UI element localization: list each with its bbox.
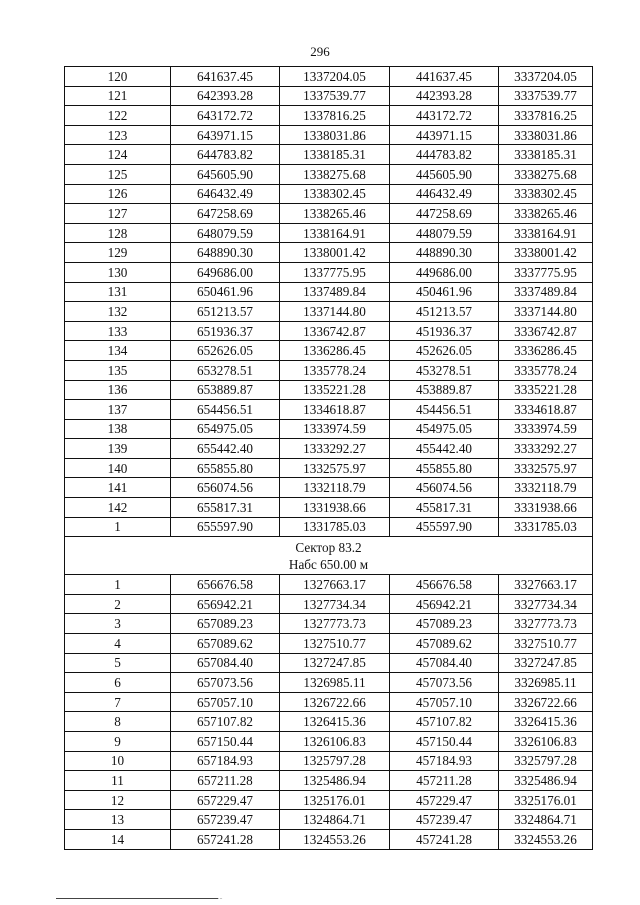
table-row: [65, 673, 593, 693]
table-row: [65, 282, 593, 302]
sector-header-cell: [65, 537, 593, 575]
point-number-cell: 138: [65, 419, 171, 439]
coord-x2-cell: 455855.80: [390, 458, 499, 478]
coord-x-cell: 648079.59: [171, 223, 280, 243]
coord-y-cell: 1338265.46: [280, 204, 390, 224]
coord-y2-cell: 3337775.95: [499, 262, 593, 282]
coord-x2-cell: 453889.87: [390, 380, 499, 400]
coord-y2-cell: 3336286.45: [499, 341, 593, 361]
coord-x2-cell: 449686.00: [390, 262, 499, 282]
coord-y2-cell: 3327247.85: [499, 653, 593, 673]
coord-x2-cell: 452626.05: [390, 341, 499, 361]
coord-x2-cell: 448079.59: [390, 223, 499, 243]
point-number-cell: 142: [65, 498, 171, 518]
point-number-cell: 139: [65, 439, 171, 459]
coord-x-cell: 652626.05: [171, 341, 280, 361]
coord-x2-cell: 457229.47: [390, 790, 499, 810]
coord-x-cell: 641637.45: [171, 67, 280, 87]
table-row: [65, 634, 593, 654]
table-row: [65, 125, 593, 145]
point-number-cell: 127: [65, 204, 171, 224]
table-row: [65, 204, 593, 224]
coord-y2-cell: 3337816.25: [499, 106, 593, 126]
point-number-cell: 2: [65, 594, 171, 614]
table-row: [65, 341, 593, 361]
coord-x2-cell: 451936.37: [390, 321, 499, 341]
coord-x-cell: 655442.40: [171, 439, 280, 459]
point-number-cell: 137: [65, 400, 171, 420]
table-row: [65, 751, 593, 771]
point-number-cell: 136: [65, 380, 171, 400]
coordinates-group-2: [65, 575, 593, 849]
coord-x2-cell: 457107.82: [390, 712, 499, 732]
coord-x-cell: 653278.51: [171, 360, 280, 380]
point-number-cell: 131: [65, 282, 171, 302]
coord-x2-cell: 455597.90: [390, 517, 499, 537]
coord-y-cell: 1334618.87: [280, 400, 390, 420]
table-row: [65, 594, 593, 614]
coord-y-cell: 1326415.36: [280, 712, 390, 732]
coord-x-cell: 657107.82: [171, 712, 280, 732]
coord-y2-cell: 3338275.68: [499, 164, 593, 184]
point-number-cell: 132: [65, 302, 171, 322]
coord-y2-cell: 3327510.77: [499, 634, 593, 654]
coord-x-cell: 649686.00: [171, 262, 280, 282]
coord-y-cell: 1326985.11: [280, 673, 390, 693]
coord-y2-cell: 3327663.17: [499, 575, 593, 595]
sector-header-row: [65, 537, 593, 575]
point-number-cell: 125: [65, 164, 171, 184]
coord-y2-cell: 3338302.45: [499, 184, 593, 204]
coord-x-cell: 657239.47: [171, 810, 280, 830]
table-row: [65, 67, 593, 87]
coord-x-cell: 651936.37: [171, 321, 280, 341]
table-row: [65, 614, 593, 634]
coord-y2-cell: 3332575.97: [499, 458, 593, 478]
page-number: 296: [310, 44, 330, 59]
coord-y-cell: 1324553.26: [280, 829, 390, 849]
coord-y-cell: 1326722.66: [280, 692, 390, 712]
coord-y2-cell: 3326106.83: [499, 732, 593, 752]
table-row: [65, 360, 593, 380]
coord-x-cell: 647258.69: [171, 204, 280, 224]
coord-y-cell: 1337489.84: [280, 282, 390, 302]
point-number-cell: 121: [65, 86, 171, 106]
coord-y-cell: 1327510.77: [280, 634, 390, 654]
coord-x-cell: 656074.56: [171, 478, 280, 498]
point-number-cell: 129: [65, 243, 171, 263]
coord-x-cell: 656942.21: [171, 594, 280, 614]
point-number-cell: 13: [65, 810, 171, 830]
table-row: [65, 692, 593, 712]
coord-y-cell: 1327734.34: [280, 594, 390, 614]
coord-x2-cell: 457239.47: [390, 810, 499, 830]
coord-y2-cell: 3333292.27: [499, 439, 593, 459]
coord-y2-cell: 3325486.94: [499, 771, 593, 791]
coord-x2-cell: 457073.56: [390, 673, 499, 693]
coord-x2-cell: 454456.51: [390, 400, 499, 420]
coord-x2-cell: 455817.31: [390, 498, 499, 518]
table-row: [65, 302, 593, 322]
footer-mark: ...: [218, 895, 223, 901]
coord-y-cell: 1326106.83: [280, 732, 390, 752]
coord-y2-cell: 3336742.87: [499, 321, 593, 341]
coord-x2-cell: 457057.10: [390, 692, 499, 712]
point-number-cell: 1: [65, 575, 171, 595]
coord-x-cell: 645605.90: [171, 164, 280, 184]
coord-y2-cell: 3324864.71: [499, 810, 593, 830]
coord-y-cell: 1333292.27: [280, 439, 390, 459]
coord-y2-cell: 3334618.87: [499, 400, 593, 420]
coord-y2-cell: 3337144.80: [499, 302, 593, 322]
table-row: [65, 86, 593, 106]
table-row: [65, 380, 593, 400]
coord-x-cell: 642393.28: [171, 86, 280, 106]
table-row: [65, 653, 593, 673]
coord-y2-cell: 3337204.05: [499, 67, 593, 87]
coord-x2-cell: 456074.56: [390, 478, 499, 498]
coord-x2-cell: 451213.57: [390, 302, 499, 322]
coord-x2-cell: 457211.28: [390, 771, 499, 791]
coord-y-cell: 1337204.05: [280, 67, 390, 87]
coord-x-cell: 643971.15: [171, 125, 280, 145]
coord-y-cell: 1324864.71: [280, 810, 390, 830]
point-number-cell: 7: [65, 692, 171, 712]
coord-y2-cell: 3326985.11: [499, 673, 593, 693]
coord-y-cell: 1327247.85: [280, 653, 390, 673]
coord-x-cell: 657089.23: [171, 614, 280, 634]
table-row: [65, 262, 593, 282]
coord-y2-cell: 3338031.86: [499, 125, 593, 145]
point-number-cell: 123: [65, 125, 171, 145]
coord-x2-cell: 457184.93: [390, 751, 499, 771]
coord-y2-cell: 3335778.24: [499, 360, 593, 380]
coord-y2-cell: 3327773.73: [499, 614, 593, 634]
point-number-cell: 126: [65, 184, 171, 204]
coord-x2-cell: 456676.58: [390, 575, 499, 595]
sector-title: Сектор 83.2: [295, 539, 362, 555]
coord-x-cell: 654975.05: [171, 419, 280, 439]
table-row: [65, 829, 593, 849]
coord-x2-cell: 446432.49: [390, 184, 499, 204]
coord-y-cell: 1332118.79: [280, 478, 390, 498]
coord-x-cell: 651213.57: [171, 302, 280, 322]
coord-y-cell: 1338031.86: [280, 125, 390, 145]
coord-x2-cell: 443172.72: [390, 106, 499, 126]
point-number-cell: 141: [65, 478, 171, 498]
coord-y-cell: 1325797.28: [280, 751, 390, 771]
coord-y2-cell: 3338185.31: [499, 145, 593, 165]
coord-x-cell: 656676.58: [171, 575, 280, 595]
coord-y-cell: 1331938.66: [280, 498, 390, 518]
coord-x-cell: 655817.31: [171, 498, 280, 518]
coord-y-cell: 1338164.91: [280, 223, 390, 243]
coord-x2-cell: 453278.51: [390, 360, 499, 380]
coord-x-cell: 657184.93: [171, 751, 280, 771]
table-row: [65, 243, 593, 263]
coordinates-group-1: [65, 67, 593, 537]
coord-x2-cell: 454975.05: [390, 419, 499, 439]
coord-y-cell: 1325176.01: [280, 790, 390, 810]
point-number-cell: 5: [65, 653, 171, 673]
table-row: [65, 732, 593, 752]
coord-y2-cell: 3338164.91: [499, 223, 593, 243]
table-row: [65, 498, 593, 518]
coord-y2-cell: 3331785.03: [499, 517, 593, 537]
coord-y-cell: 1337539.77: [280, 86, 390, 106]
coord-x-cell: 646432.49: [171, 184, 280, 204]
coord-y-cell: 1325486.94: [280, 771, 390, 791]
coord-y2-cell: 3331938.66: [499, 498, 593, 518]
coord-y-cell: 1338275.68: [280, 164, 390, 184]
coord-x2-cell: 444783.82: [390, 145, 499, 165]
coord-y-cell: 1327663.17: [280, 575, 390, 595]
coord-x-cell: 657150.44: [171, 732, 280, 752]
coord-x-cell: 657057.10: [171, 692, 280, 712]
table-row: [65, 106, 593, 126]
coord-x2-cell: 457089.23: [390, 614, 499, 634]
coord-y2-cell: 3333974.59: [499, 419, 593, 439]
coord-y-cell: 1331785.03: [280, 517, 390, 537]
coord-x2-cell: 442393.28: [390, 86, 499, 106]
coord-y-cell: 1336286.45: [280, 341, 390, 361]
coord-y-cell: 1338302.45: [280, 184, 390, 204]
table-row: [65, 771, 593, 791]
point-number-cell: 9: [65, 732, 171, 752]
coord-x-cell: 655855.80: [171, 458, 280, 478]
coord-x-cell: 654456.51: [171, 400, 280, 420]
table-row: [65, 517, 593, 537]
coord-y-cell: 1335778.24: [280, 360, 390, 380]
table-row: [65, 419, 593, 439]
coord-x-cell: 657241.28: [171, 829, 280, 849]
point-number-cell: 11: [65, 771, 171, 791]
table-row: [65, 145, 593, 165]
point-number-cell: 14: [65, 829, 171, 849]
point-number-cell: 12: [65, 790, 171, 810]
coord-x-cell: 657084.40: [171, 653, 280, 673]
table-row: [65, 575, 593, 595]
coord-x-cell: 657229.47: [171, 790, 280, 810]
table-row: [65, 164, 593, 184]
table-row: [65, 712, 593, 732]
footer-rule: [56, 898, 218, 899]
coord-y2-cell: 3327734.34: [499, 594, 593, 614]
coord-y2-cell: 3332118.79: [499, 478, 593, 498]
coord-y-cell: 1338001.42: [280, 243, 390, 263]
point-number-cell: 3: [65, 614, 171, 634]
coord-y2-cell: 3338001.42: [499, 243, 593, 263]
table-row: [65, 400, 593, 420]
coord-y-cell: 1338185.31: [280, 145, 390, 165]
coord-x-cell: 650461.96: [171, 282, 280, 302]
sector-elevation: Набс 650.00 м: [288, 556, 369, 572]
coord-y2-cell: 3324553.26: [499, 829, 593, 849]
coord-x2-cell: 447258.69: [390, 204, 499, 224]
point-number-cell: 128: [65, 223, 171, 243]
point-number-cell: 122: [65, 106, 171, 126]
point-number-cell: 130: [65, 262, 171, 282]
point-number-cell: 1: [65, 517, 171, 537]
point-number-cell: 140: [65, 458, 171, 478]
coord-x2-cell: 457084.40: [390, 653, 499, 673]
coord-x2-cell: 443971.15: [390, 125, 499, 145]
coord-x2-cell: 456942.21: [390, 594, 499, 614]
table-row: [65, 810, 593, 830]
table-row: [65, 790, 593, 810]
coord-y2-cell: 3337489.84: [499, 282, 593, 302]
point-number-cell: 6: [65, 673, 171, 693]
point-number-cell: 135: [65, 360, 171, 380]
coord-x-cell: 644783.82: [171, 145, 280, 165]
coord-y-cell: 1333974.59: [280, 419, 390, 439]
coord-y-cell: 1335221.28: [280, 380, 390, 400]
point-number-cell: 10: [65, 751, 171, 771]
point-number-cell: 4: [65, 634, 171, 654]
coord-y-cell: 1336742.87: [280, 321, 390, 341]
table-row: [65, 184, 593, 204]
coord-x-cell: 655597.90: [171, 517, 280, 537]
point-number-cell: 124: [65, 145, 171, 165]
coord-x2-cell: 455442.40: [390, 439, 499, 459]
point-number-cell: 133: [65, 321, 171, 341]
coord-y2-cell: 3325176.01: [499, 790, 593, 810]
coord-x2-cell: 457150.44: [390, 732, 499, 752]
coord-x-cell: 657089.62: [171, 634, 280, 654]
coord-y2-cell: 3326722.66: [499, 692, 593, 712]
coord-y-cell: 1332575.97: [280, 458, 390, 478]
coord-x2-cell: 450461.96: [390, 282, 499, 302]
coord-x-cell: 643172.72: [171, 106, 280, 126]
sector-header: [65, 537, 593, 575]
coord-x2-cell: 441637.45: [390, 67, 499, 87]
coordinates-table: [64, 66, 593, 850]
point-number-cell: 120: [65, 67, 171, 87]
coord-x-cell: 657073.56: [171, 673, 280, 693]
coord-y2-cell: 3337539.77: [499, 86, 593, 106]
coord-x2-cell: 445605.90: [390, 164, 499, 184]
table-row: [65, 223, 593, 243]
coord-y2-cell: 3326415.36: [499, 712, 593, 732]
coord-y-cell: 1337816.25: [280, 106, 390, 126]
table-row: [65, 478, 593, 498]
coord-x2-cell: 457089.62: [390, 634, 499, 654]
coord-y2-cell: 3325797.28: [499, 751, 593, 771]
coord-y-cell: 1327773.73: [280, 614, 390, 634]
table-row: [65, 458, 593, 478]
coord-x-cell: 653889.87: [171, 380, 280, 400]
coord-x2-cell: 448890.30: [390, 243, 499, 263]
coord-y2-cell: 3338265.46: [499, 204, 593, 224]
table-row: [65, 439, 593, 459]
coord-x-cell: 657211.28: [171, 771, 280, 791]
point-number-cell: 134: [65, 341, 171, 361]
coord-y-cell: 1337775.95: [280, 262, 390, 282]
point-number-cell: 8: [65, 712, 171, 732]
coord-x-cell: 648890.30: [171, 243, 280, 263]
coord-x2-cell: 457241.28: [390, 829, 499, 849]
coord-y2-cell: 3335221.28: [499, 380, 593, 400]
coord-y-cell: 1337144.80: [280, 302, 390, 322]
table-row: [65, 321, 593, 341]
